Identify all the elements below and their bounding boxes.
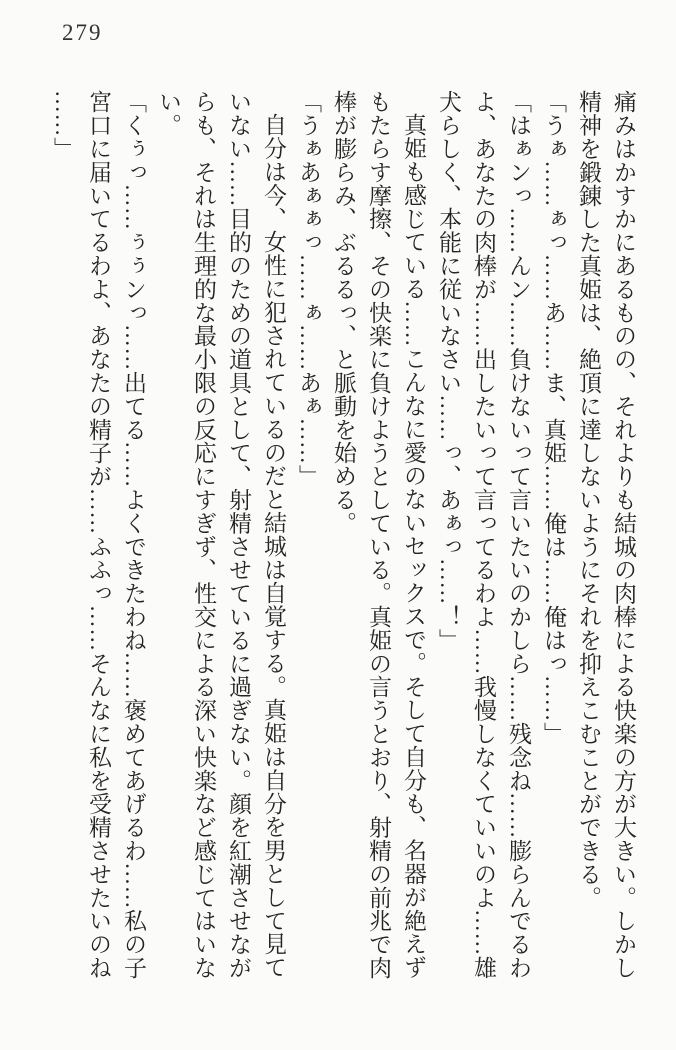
text-column: らも、それは生理的な最小限の反応にすぎず、性交による深い快楽など感じてはいな — [191, 90, 216, 980]
text-column: 精神を鍛錬した真姫は、絶頂に達しないようにそれを抑えこむことができる。 — [576, 90, 601, 909]
text-column: 「くぅっ……ぅぅンっ……出てる……よくできたわね……褒めてあげるわ……私の子 — [121, 90, 146, 980]
text-column: 「うぁ……ぁっ……あ……ま、真姫……俺は……俺はっ……」 — [541, 90, 566, 746]
page-text — [46, 90, 641, 995]
text-column: 自分は今、女性に犯されているのだと結城は自覚する。真姫は自分を男として見て — [261, 113, 286, 979]
text-column: 痛みはかすかにあるものの、それよりも結城の肉棒による快楽の方が大きい。しかし — [611, 90, 636, 980]
text-column: 「はぁンっ……んン……負けないって言いたいのかしら……残念ね……膨らんでるわ — [506, 90, 531, 980]
text-column: 宮口に届いてるわよ、あなたの精子が……ふふっ……そんなに私を受精させたいのね — [86, 90, 111, 980]
text-column: よ、あなたの肉棒が……出したいって言ってるわよ……我慢しなくていいのよ……雄 — [471, 90, 496, 980]
text-column: 「うぁあぁぁっ……ぁ……あぁ……」 — [296, 90, 321, 488]
page-number: 279 — [62, 20, 103, 45]
text-column: 真姫も感じている……こんなに愛のないセックスで。そして自分も、名器が絶えず — [401, 113, 426, 979]
text-column: い。 — [156, 90, 181, 137]
text-column: いない……目的のための道具として、射精させているに過ぎない。顔を紅潮させなが — [226, 90, 251, 980]
text-column: ……」 — [51, 90, 76, 161]
text-column: 棒が膨らみ、ぶるるっ、と脈動を始める。 — [331, 90, 356, 535]
text-column: もたらす摩擦、その快楽に負けようとしている。真姫の言うとおり、射精の前兆で肉 — [366, 90, 391, 980]
text-column: 犬らしく、本能に従いなさい……っ、あぁっ……！」 — [436, 90, 461, 652]
